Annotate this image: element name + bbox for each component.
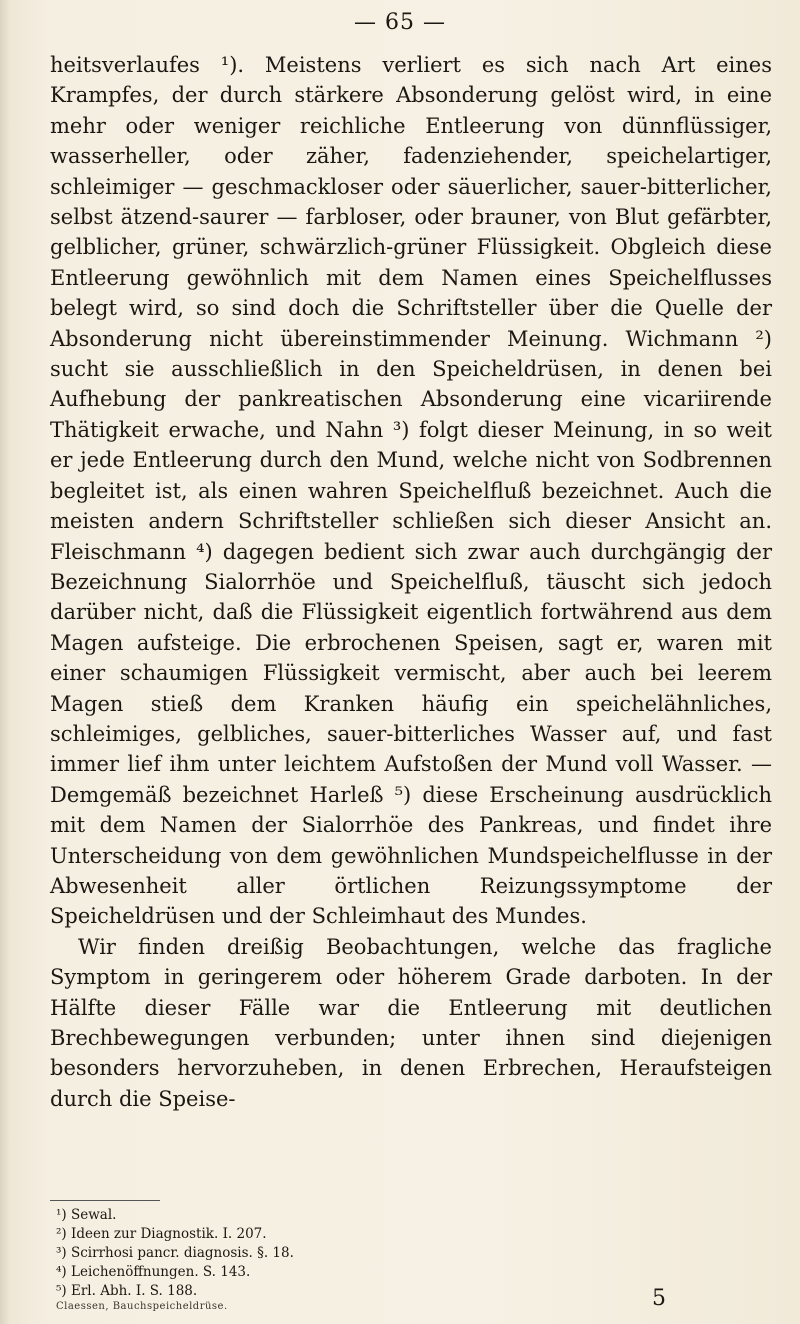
footnote-mark: ²) — [56, 1226, 67, 1242]
footnote-mark: ⁴) — [56, 1264, 67, 1280]
footnote-mark: ⁵) — [56, 1283, 67, 1299]
footnote-1 — [50, 1206, 770, 1225]
body-text — [50, 50, 772, 1114]
sheet-number: 5 — [652, 1286, 666, 1311]
paragraph-2: Wir finden dreißig Beobachtungen, welche das fragliche Symptom in geringerem oder höherem Grade darboten. In der Hälfte dieser Fälle war die Entleerung mit deutlichen Brechbewegungen verbunden; unter ihnen sind diejenigen besonders hervorzuheben, in denen Erbrechen, Heraufsteigen durch die Speise- — [50, 934, 772, 1111]
footnote-text: Leichenöffnungen. S. 143. — [70, 1264, 251, 1280]
footnote-text: Ideen zur Diagnostik. I. 207. — [70, 1226, 267, 1242]
footnote-3 — [50, 1244, 770, 1263]
paragraph-1: heitsverlaufes ¹). Meistens verliert es sich nach Art eines Krampfes, der durch stärkere Absonderung gelöst wird, in eine mehr oder weniger reichliche Entleerung von dünnflüssiger, wasserheller, oder zäher, fadenziehender, speichelartiger, schleimiger — geschmackloser oder säuerlicher, sauer-bitterlicher, selbst ätzend-saurer — farbloser, oder brauner, von Blut gefärbter, gelblicher, grüner, schwärzlich-grüner Flüssigkeit. Obgleich diese Entleerung gewöhnlich mit dem Namen eines Speichelflusses belegt wird, so sind doch die Schriftsteller über die Quelle der Absonderung nicht übereinstimmender Meinung. Wichmann ²) sucht sie ausschließlich in den Speicheldrüsen, in denen bei Aufhebung der pankreatischen Absonderung eine vicariirende Thätigkeit erwache, und Nahn ³) folgt dieser Meinung, in so weit er jede Entleerung durch den Mund, welche nicht von Sodbrennen begleitet ist, als einen wahren Speichelfluß bezeichnet. Auch die meisten andern Schriftsteller schließen sich dieser Ansicht an. Fleischmann ⁴) dagegen bedient sich zwar auch durchgängig der Bezeichnung Sialorrhöe und Speichelfluß, täuscht sich jedoch darüber nicht, daß die Flüssigkeit eigentlich fortwährend aus dem Magen aufsteige. Die erbrochenen Speisen, sagt er, waren mit einer schaumigen Flüssigkeit vermischt, aber auch bei leerem Magen stieß dem Kranken häufig ein speichelähnliches, schleimiges, gelbliches, sauer-bitterliches Wasser auf, und fast immer lief ihm unter leichtem Aufstoßen der Mund voll Wasser. — Demgemäß bezeichnet Harleß ⁵) diese Erscheinung ausdrücklich mit dem Namen der Sialorrhöe des Pankreas, und findet ihre Unterscheidung von dem gewöhnlichen Mundspeichelflusse in der Abwesenheit aller örtlichen Reizungssymptome der Speicheldrüsen und der Schleimhaut des Mundes. — [50, 53, 772, 929]
page-edge-shadow — [0, 0, 10, 1324]
footnote-text: Sewal. — [70, 1207, 117, 1223]
footnote-mark: ¹) — [56, 1207, 67, 1223]
footnote-4 — [50, 1263, 770, 1282]
footnote-rule — [50, 1200, 160, 1201]
page-number: — 65 — — [354, 10, 446, 35]
footnote-mark: ³) — [56, 1245, 67, 1261]
footnote-text: Erl. Abh. I. S. 188. — [70, 1283, 198, 1299]
printer-signature: Claessen, Bauchspeicheldrüse. — [56, 1301, 228, 1312]
footnote-text: Scirrhosi pancr. diagnosis. §. 18. — [70, 1245, 294, 1261]
footnote-2 — [50, 1225, 770, 1244]
